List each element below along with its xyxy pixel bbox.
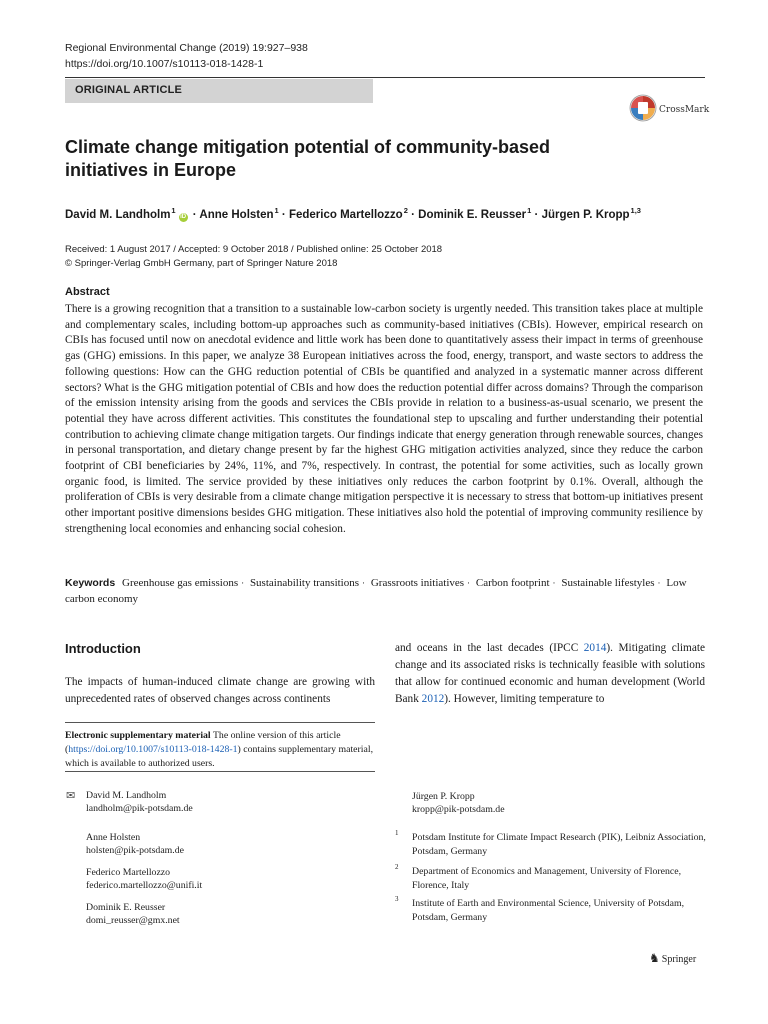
title-line-2: initiatives in Europe: [65, 160, 237, 180]
abstract-heading: Abstract: [65, 286, 110, 298]
contact-name: Dominik E. Reusser: [86, 902, 166, 913]
contact-entry: [86, 866, 202, 892]
author-name[interactable]: Dominik E. Reusser: [418, 209, 527, 221]
contact-entry: [86, 789, 193, 815]
crossmark-label: CrossMark: [659, 105, 710, 115]
keyword-separator: ·: [362, 578, 366, 588]
author-affil-sup: 1: [527, 206, 532, 215]
contact-name: Federico Martellozzo: [86, 867, 171, 878]
header-rule: [65, 77, 705, 78]
article-title: [65, 136, 625, 182]
journal-header: [65, 40, 308, 72]
intro-right-text: [395, 640, 705, 708]
journal-doi[interactable]: https://doi.org/10.1007/s10113-018-1428-1: [65, 58, 264, 70]
keyword-separator: ·: [657, 578, 661, 588]
crossmark-icon: [629, 93, 715, 123]
keyword-separator: ·: [552, 578, 556, 588]
contact-email[interactable]: federico.martellozzo@unifi.it: [86, 880, 203, 891]
keywords-label: Keywords: [65, 577, 116, 589]
contact-name: David M. Landholm: [86, 790, 167, 801]
contact-email[interactable]: holsten@pik-potsdam.de: [86, 845, 184, 856]
history-dates: Received: 1 August 2017 / Accepted: 9 October 2018 / Published online: 25 October 2018: [65, 244, 443, 255]
author-affil-sup: 2: [403, 206, 408, 215]
abstract-text: There is a growing recognition that a transition to a sustainable low-carbon society is urgently needed. This transition takes place at multiple and complementary scales, including bottom-up approaches such as community-based initiatives (CBIs). However, empirical research on CBIs has focused until now on anecdotal evidence and little work has been done to quantitatively assess their impact in terms of greenhouse gas (GHG) emissions. In this paper, we analyze 38 European initiatives across the food, energy, transport, and waste sectors to address the following questions: How can the GHG reduction potential of CBIs be quantified and analyzed in a systematic manner across different sectors? What is the GHG mitigation potential of CBIs and how does the reduction potential differ across domains? Through the comparison of the emission intensity arising from the goods and services the CBIs provide in relation to a business-as-usual scenario, we present the potential they have across different activities. This constitutes the foundational step to upscaling and further understanding their potential contribution to achieving climate change mitigation targets. Our findings indicate that energy generation through renewable sources, changes in personal transportation, and dietary change present by far the highest GHG mitigation activities analyzed, since they reduce the carbon footprint of CBI beneficiaries by 24%, 11%, and 7%, respectively. In contrast, the potential for some activities, such as locally grown organic food, is limited. The service provided by these initiatives only reduces the carbon footprint by 0.1%. Overall, although the proliferation of CBIs is very desirable from a climate change mitigation perspective it is necessary to stress that bottom-up initiatives present other important positive dimensions besides GHG mitigation. These initiatives also hold the potential of improving community resilience by strengthening local economies and enhancing social cohesion.: [65, 303, 703, 535]
contact-name: Anne Holsten: [86, 832, 141, 843]
publisher-name: Springer: [661, 954, 697, 965]
author-name[interactable]: Jürgen P. Kropp: [541, 209, 630, 221]
intro-text-part: ). However, limiting temperature to: [444, 693, 605, 705]
author-affil-sup: 1: [274, 206, 279, 215]
author-separator: ·: [534, 209, 539, 221]
contact-email[interactable]: domi_reusser@gmx.net: [86, 915, 180, 926]
affiliation-number: 3: [395, 895, 399, 903]
keyword: Greenhouse gas emissions: [122, 577, 239, 589]
esm-bottom-rule: [65, 771, 375, 772]
contact-entry: [86, 831, 184, 857]
orcid-icon[interactable]: iD: [180, 214, 187, 220]
intro-left-text: The impacts of human-induced climate change are growing with unprecedented rates of observed changes across continents: [65, 676, 375, 705]
title-line-1: Climate change mitigation potential of community-based: [65, 137, 551, 157]
author-separator: ·: [192, 209, 197, 221]
affiliation-text: Potsdam Institute for Climate Impact Research (PIK), Leibniz Association, Potsdam, Germany: [412, 832, 706, 857]
keyword: Low carbon economy: [65, 577, 687, 605]
keyword: Grassroots initiatives: [370, 577, 465, 589]
keyword: Carbon footprint: [475, 577, 550, 589]
citation-link-ipcc[interactable]: 2014: [583, 642, 607, 654]
introduction-heading: Introduction: [65, 641, 141, 656]
esm-text: The online version of this article (: [65, 730, 341, 755]
author-affil-sup: 1,3: [630, 206, 641, 215]
contact-email[interactable]: landholm@pik-potsdam.de: [86, 803, 193, 814]
supplementary-note: [65, 729, 375, 771]
copyright-line: © Springer-Verlag GmbH Germany, part of Springer Nature 2018: [65, 258, 338, 269]
author-name[interactable]: David M. Landholm: [65, 209, 171, 221]
author-separator: ·: [281, 209, 286, 221]
author-list: [65, 202, 715, 224]
author-name[interactable]: Federico Martellozzo: [288, 209, 403, 221]
contact-entry: [86, 901, 180, 927]
affiliation-number: 2: [395, 863, 399, 871]
intro-text-part: ). Mitigating climate change and its associated risks is technically feasible with solutions that allow for continued economic and human development (World Bank: [395, 642, 705, 705]
author-separator: ·: [411, 209, 415, 221]
keywords: [65, 575, 705, 607]
esm-top-rule: [65, 722, 375, 723]
keyword-separator: ·: [241, 578, 245, 588]
publication-dates: [65, 243, 442, 271]
esm-text: ) contains supplementary material, which is available to authorized users.: [65, 744, 374, 769]
publisher-logo: [649, 951, 696, 966]
contact-name: Jürgen P. Kropp: [412, 791, 475, 802]
affiliation-text: Department of Economics and Management, University of Florence, Florence, Italy: [412, 866, 682, 891]
intro-text-part: and oceans in the last decades (IPCC: [395, 642, 584, 654]
author-affil-sup: 1: [171, 206, 176, 215]
keyword-separator: ·: [467, 578, 471, 588]
keyword: Sustainable lifestyles: [561, 577, 655, 589]
esm-label: Electronic supplementary material: [65, 730, 211, 741]
affiliation-text: Institute of Earth and Environmental Science, University of Potsdam, Potsdam, Germany: [412, 898, 685, 923]
springer-horse-icon: ♞: [649, 951, 660, 965]
esm-link[interactable]: https://doi.org/10.1007/s10113-018-1428-1: [68, 744, 238, 755]
envelope-icon: ✉: [66, 790, 76, 802]
crossmark-badge[interactable]: [629, 93, 715, 123]
keyword: Sustainability transitions: [249, 577, 360, 589]
contact-entry: [412, 790, 505, 816]
author-name[interactable]: Anne Holsten: [199, 209, 274, 221]
contact-email[interactable]: kropp@pik-potsdam.de: [412, 804, 505, 815]
citation-link-worldbank[interactable]: 2012: [421, 693, 445, 705]
affiliation-number: 1: [395, 829, 399, 837]
journal-citation: Regional Environmental Change (2019) 19:927–938: [65, 42, 308, 54]
section-label: ORIGINAL ARTICLE: [65, 79, 373, 103]
